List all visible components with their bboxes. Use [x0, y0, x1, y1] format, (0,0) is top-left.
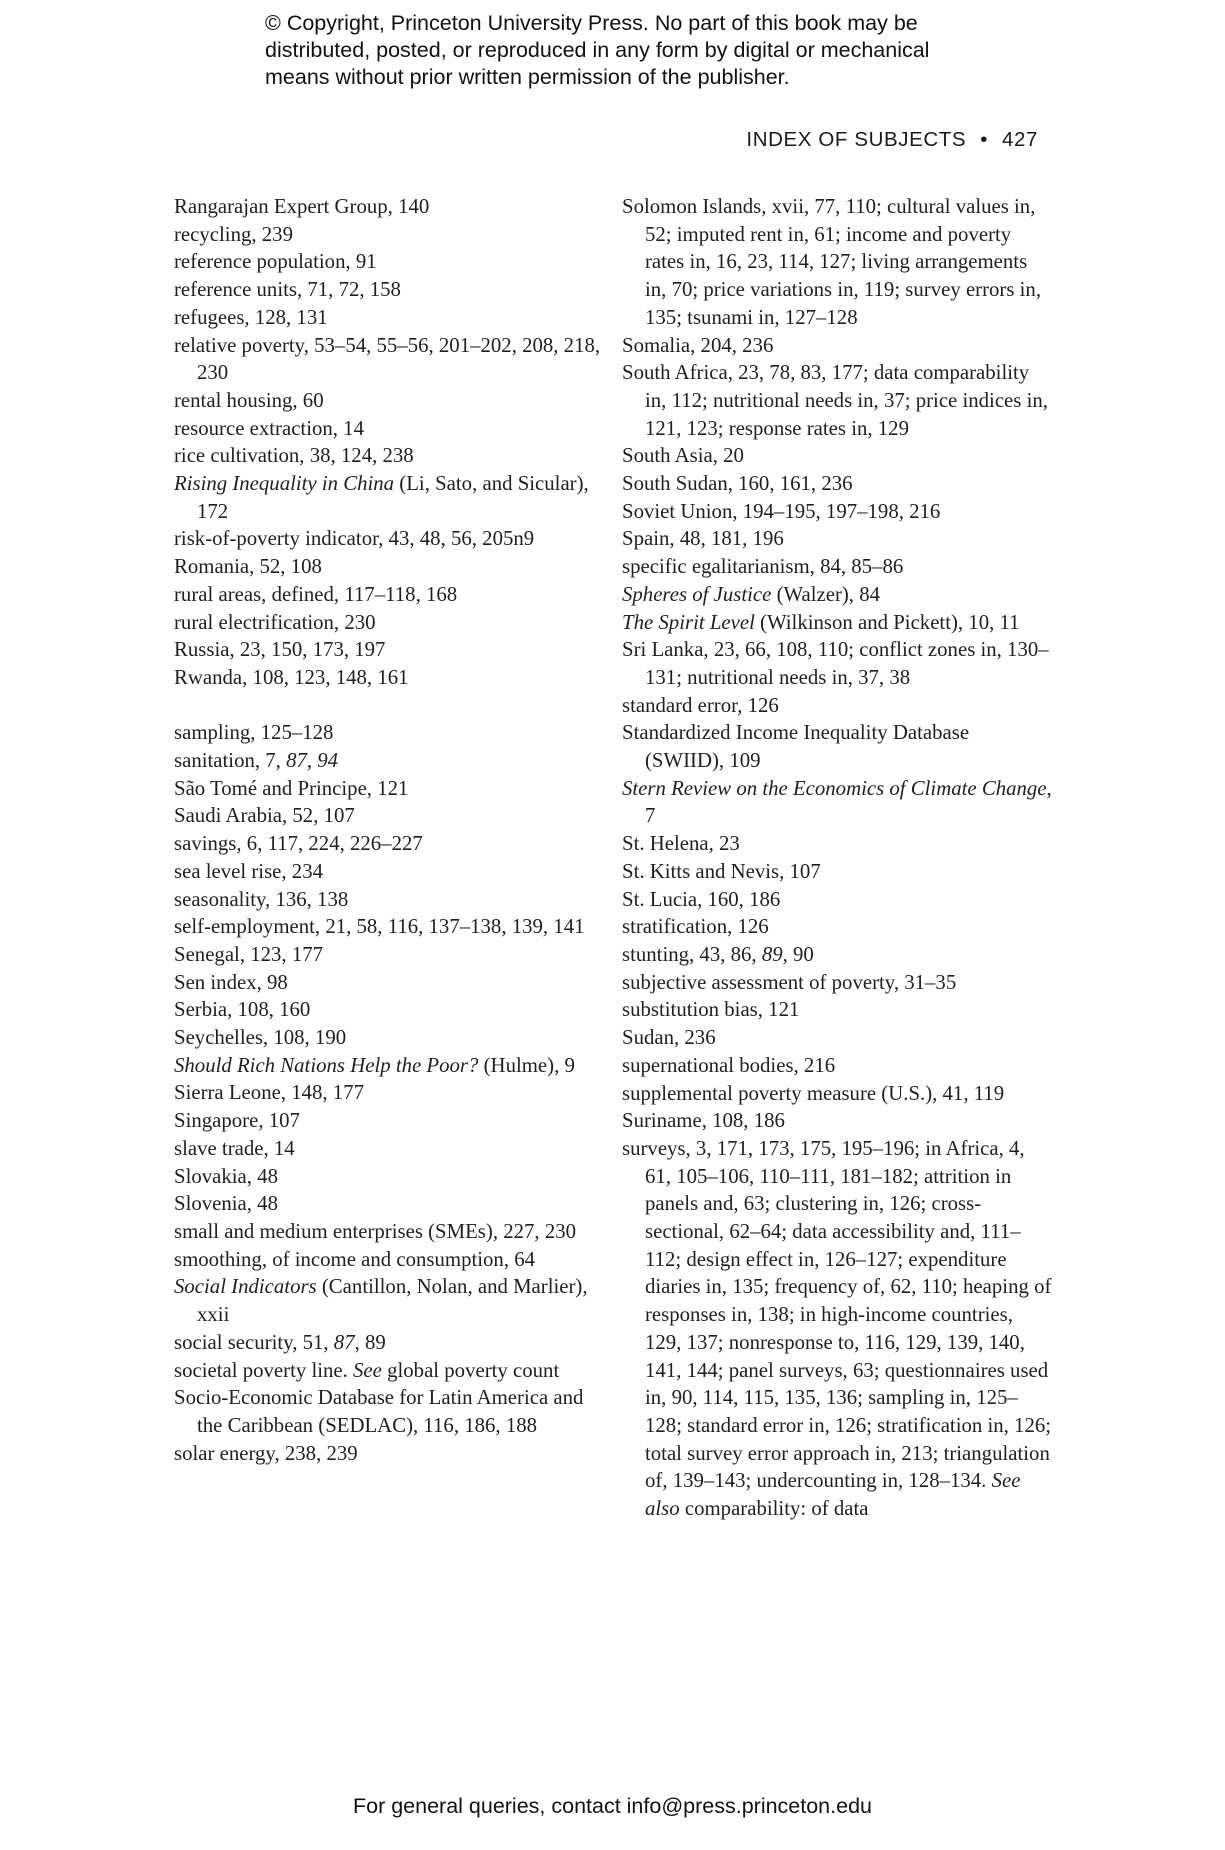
- index-entry-text: South Africa, 23, 78, 83, 177; data comparability in, 112; nutritional needs in, 37; price indices in, 121, 123; response rates in, 129: [622, 361, 1048, 440]
- index-entry: [174, 415, 604, 443]
- running-head-separator: •: [980, 128, 988, 151]
- index-entry: [174, 747, 604, 775]
- index-entry-text: Singapore, 107: [174, 1109, 300, 1133]
- index-entry-text: rural areas, defined, 117–118, 168: [174, 582, 458, 606]
- index-entry: [174, 1052, 604, 1080]
- index-entry-text: social security, 51,: [174, 1330, 334, 1354]
- index-entry: [174, 1135, 604, 1163]
- index-entry-text: sea level rise, 234: [174, 859, 323, 883]
- index-entry: [622, 858, 1052, 886]
- index-entry: [174, 1246, 604, 1274]
- index-entry: [622, 996, 1052, 1024]
- index-entry: [174, 332, 604, 387]
- index-entry-text: societal poverty line.: [174, 1358, 354, 1382]
- index-entry-text: smoothing, of income and consumption, 64: [174, 1247, 536, 1271]
- index-entry: [174, 1163, 604, 1191]
- index-entry: [174, 276, 604, 304]
- index-entry: [174, 1273, 604, 1328]
- index-entry: [622, 442, 1052, 470]
- index-entry-text: sampling, 125–128: [174, 721, 334, 745]
- index-entry-text: reference units, 71, 72, 158: [174, 278, 401, 302]
- index-entry-text: comparability: of data: [679, 1497, 869, 1521]
- index-entry-italic-text: See: [353, 1358, 382, 1382]
- index-entry-text: Spain, 48, 181, 196: [622, 527, 784, 551]
- index-entry: [174, 470, 604, 525]
- index-entry: [174, 858, 604, 886]
- index-entry-italic-text: Spheres of Justice: [622, 582, 772, 606]
- index-entry-text: Suriname, 108, 186: [622, 1109, 785, 1133]
- index-entry-text: substitution bias, 121: [622, 998, 800, 1022]
- index-entry: [174, 581, 604, 609]
- index-entry-italic-text: Rising Inequality in China: [174, 472, 395, 496]
- index-entry-text: Somalia, 204, 236: [622, 333, 774, 357]
- index-entry-italic-text: 87: [333, 1330, 355, 1354]
- index-entry-text: resource extraction, 14: [174, 416, 364, 440]
- index-entry-italic-text: The Spirit Level: [622, 610, 755, 634]
- index-entry: [174, 996, 604, 1024]
- index-entry-text: Socio-Economic Database for Latin America and the Caribbean (SEDLAC), 116, 186, 188: [174, 1386, 584, 1437]
- copyright-line: means without prior written permission of the publisher.: [265, 65, 790, 89]
- index-entry-text: Rangarajan Expert Group, 140: [174, 195, 430, 218]
- copyright-line: distributed, posted, or reproduced in any form by digital or mechanical: [265, 38, 930, 62]
- index-entry-text: South Asia, 20: [622, 444, 744, 468]
- index-entry-text: seasonality, 136, 138: [174, 887, 349, 911]
- index-entry: [622, 775, 1052, 830]
- copyright-notice: [265, 10, 1025, 91]
- index-entry: [174, 387, 604, 415]
- index-entry-text: Romania, 52, 108: [174, 555, 322, 579]
- index-entry: [622, 193, 1052, 332]
- index-entry-text: risk-of-poverty indicator, 43, 48, 56, 205n9: [174, 527, 535, 551]
- index-entry: [622, 886, 1052, 914]
- index-entry: [174, 553, 604, 581]
- index-entry-text: rice cultivation, 38, 124, 238: [174, 444, 414, 468]
- index-entry: [174, 1190, 604, 1218]
- index-entry: [622, 359, 1052, 442]
- index-entry: [622, 525, 1052, 553]
- index-entry-text: savings, 6, 117, 224, 226–227: [174, 832, 423, 856]
- index-entry-text: (Wilkinson and Pickett), 10, 11: [754, 610, 1020, 634]
- index-entry-text: ,: [306, 749, 318, 773]
- index-entry-text: , 7: [645, 776, 1052, 828]
- index-entry: [174, 1024, 604, 1052]
- index-entry: [174, 609, 604, 637]
- index-entry: [174, 664, 604, 692]
- index-entry-text: St. Lucia, 160, 186: [622, 887, 781, 911]
- index-entry-text: (Cantillon, Nolan, and Marlier), xxii: [197, 1275, 588, 1327]
- index-entry-text: Sen index, 98: [174, 970, 288, 994]
- index-entry-text: Standardized Income Inequality Database (SWIID), 109: [622, 721, 970, 773]
- index-entry: [622, 1107, 1052, 1135]
- index-entry-text: Slovakia, 48: [174, 1164, 278, 1188]
- index-entry: [174, 248, 604, 276]
- index-entry-text: stratification, 126: [622, 915, 769, 939]
- index-entry-italic-text: Stern Review on the Economics of Climate Change: [622, 776, 1047, 800]
- index-entry: [174, 221, 604, 249]
- index-entry-text: Seychelles, 108, 190: [174, 1026, 347, 1050]
- index-entry: [174, 1357, 604, 1385]
- index-entry-text: Sri Lanka, 23, 66, 108, 110; conflict zones in, 130–131; nutritional needs in, 37, 38: [622, 638, 1049, 689]
- index-entry-text: small and medium enterprises (SMEs), 227, 230: [174, 1220, 577, 1243]
- index-entry-text: relative poverty, 53–54, 55–56, 201–202, 208, 218, 230: [174, 333, 601, 385]
- index-entry: [622, 553, 1052, 581]
- index-entry-text: supplemental poverty measure (U.S.), 41, 119: [622, 1081, 1005, 1105]
- index-entry-text: Slovenia, 48: [174, 1192, 278, 1216]
- index-entry: [174, 802, 604, 830]
- index-entry: [622, 1080, 1052, 1108]
- index-entry-italic-text: 89: [761, 942, 783, 966]
- index-entry-text: , 90: [782, 942, 814, 966]
- running-head-title: INDEX OF SUBJECTS: [746, 128, 967, 151]
- running-head: [600, 128, 1038, 152]
- index-entry-text: Saudi Arabia, 52, 107: [174, 804, 355, 828]
- index-entry: [174, 525, 604, 553]
- index-entry: [174, 193, 604, 221]
- index-entry: [622, 609, 1052, 637]
- index-entry: [174, 1384, 604, 1439]
- index-entry-text: Senegal, 123, 177: [174, 942, 324, 966]
- index-entry-italic-text: Social Indicators: [174, 1275, 317, 1299]
- index-entry-text: standard error, 126: [622, 693, 779, 717]
- index-entry: [622, 581, 1052, 609]
- index-entry-text: Serbia, 108, 160: [174, 998, 311, 1022]
- index-entry-text: rental housing, 60: [174, 388, 324, 412]
- index-entry: [174, 913, 604, 941]
- index-entry-text: subjective assessment of poverty, 31–35: [622, 970, 957, 994]
- index-column-left: [174, 193, 604, 1467]
- index-entry-text: Solomon Islands, xvii, 77, 110; cultural values in, 52; imputed rent in, 61; income and poverty rates in, 16, 23, 114, 127; living arrangements in, 70; price variations in, 119; survey errors in, 135; tsunami in, 127–128: [622, 195, 1042, 329]
- index-entry: [174, 304, 604, 332]
- index-entry-text: , 89: [354, 1330, 386, 1354]
- index-entry-text: Sudan, 236: [622, 1026, 716, 1050]
- index-entry: [174, 886, 604, 914]
- index-entry-text: Sierra Leone, 148, 177: [174, 1081, 365, 1105]
- index-entry-text: South Sudan, 160, 161, 236: [622, 472, 853, 496]
- index-entry-text: (Walzer), 84: [771, 582, 880, 606]
- index-entry: [174, 941, 604, 969]
- index-entry: [174, 1218, 604, 1246]
- index-entry-text: (Li, Sato, and Sicular), 172: [197, 472, 589, 523]
- index-entry: [622, 498, 1052, 526]
- index-entry: [174, 775, 604, 803]
- index-entry-text: (Hulme), 9: [478, 1053, 575, 1077]
- index-entry-text: supernational bodies, 216: [622, 1053, 836, 1077]
- index-entry: [174, 1440, 604, 1468]
- index-entry: [622, 969, 1052, 997]
- page-number: 427: [1001, 128, 1038, 151]
- index-entry: [622, 636, 1052, 691]
- index-entry-text: recycling, 239: [174, 222, 293, 246]
- index-entry: [622, 332, 1052, 360]
- index-entry-text: Russia, 23, 150, 173, 197: [174, 638, 386, 662]
- index-entry-text: specific egalitarianism, 84, 85–86: [622, 555, 904, 579]
- index-entry-text: rural electrification, 230: [174, 610, 376, 634]
- index-entry-text: St. Kitts and Nevis, 107: [622, 859, 821, 883]
- index-entry: [174, 1107, 604, 1135]
- index-entry: [622, 470, 1052, 498]
- index-entry-text: stunting, 43, 86,: [622, 942, 762, 966]
- index-entry-text: reference population, 91: [174, 250, 377, 274]
- index-entry-text: refugees, 128, 131: [174, 305, 328, 329]
- index-entry: [622, 830, 1052, 858]
- index-entry: [174, 636, 604, 664]
- index-entry-text: slave trade, 14: [174, 1136, 295, 1160]
- copyright-line: © Copyright, Princeton University Press. No part of this book may be: [265, 11, 918, 35]
- index-entry-text: St. Helena, 23: [622, 832, 740, 856]
- index-entry: [622, 913, 1052, 941]
- index-entry-italic-text: 87: [286, 749, 307, 773]
- index-entry: [622, 1024, 1052, 1052]
- index-entry-text: global poverty count: [381, 1358, 560, 1382]
- index-entry-text: Soviet Union, 194–195, 197–198, 216: [622, 499, 941, 523]
- index-entry: [622, 719, 1052, 774]
- index-column-right: [622, 193, 1052, 1523]
- index-entry: [174, 1329, 604, 1357]
- index-entry-text: self-employment, 21, 58, 116, 137–138, 139, 141: [174, 915, 585, 939]
- index-entry-italic-text: Should Rich Nations Help the Poor?: [174, 1053, 479, 1077]
- index-entry-italic-text: See also: [645, 1469, 1021, 1521]
- index-entry: [622, 692, 1052, 720]
- index-entry-text: sanitation, 7,: [174, 749, 287, 773]
- index-entry: [174, 830, 604, 858]
- index-entry: [622, 941, 1052, 969]
- index-entry-text: Rwanda, 108, 123, 148, 161: [174, 665, 409, 689]
- index-entry: [174, 442, 604, 470]
- index-entry: [622, 1135, 1052, 1523]
- footer-contact: For general queries, contact info@press.princeton.edu: [352, 1794, 872, 1818]
- index-entry: [174, 1079, 604, 1107]
- index-entry-text: São Tomé and Principe, 121: [174, 776, 409, 800]
- index-entry-italic-text: 94: [317, 749, 339, 773]
- index-entry: [174, 719, 604, 747]
- index-entry: [622, 1052, 1052, 1080]
- index-entry-text: solar energy, 238, 239: [174, 1441, 358, 1465]
- index-entry: [174, 969, 604, 997]
- index-entry-text: surveys, 3, 171, 173, 175, 195–196; in Africa, 4, 61, 105–106, 110–111, 181–182; attrition in panels and, 63; clustering in, 126; cross-sectional, 62–64; data accessibility and, 111–112; design effect in, 126–127; expenditure diaries in, 135; frequency of, 62, 110; heaping of responses in, 138; in high-income countries, 129, 137; nonresponse to, 116, 129, 139, 140, 141, 144; panel surveys, 63; questionnaires used in, 90, 114, 115, 135, 136; sampling in, 125–128; standard error in, 126; stratification in, 126; total survey error approach in, 213; triangulation of, 139–143; undercounting in, 128–134.: [622, 1136, 1052, 1493]
